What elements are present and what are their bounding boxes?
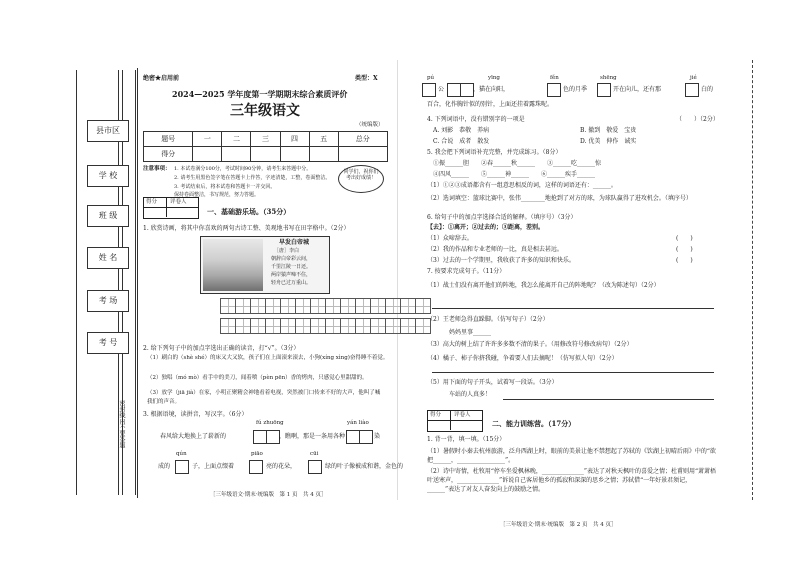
score-header-0: 题号 [144,132,193,147]
q3-box-piao[interactable] [250,460,263,474]
q7-item-2b: 妈妈里事______ [449,329,492,336]
score-cell [193,147,222,162]
q3-box-clothes[interactable] [254,430,280,444]
q2-item-3: （3）放学（jiā jià）在家，小明正聚精会神地看着电视，突然被门口传来不好的大声，他叫了喊我们的声音。 [147,390,381,406]
q7-item-5b: 车站的人真多！ [449,391,492,398]
q6-paren-1: ( ) [676,235,693,242]
score-cell [280,147,309,162]
sidebar-class: 班 级 [87,205,129,227]
sidebar-number: 考 号 [87,332,129,354]
binding-lines-3 [76,70,77,495]
score-cell [338,147,387,162]
q5-line-2: ④四风______ ⑤______神______ ⑥______疾手______ [433,171,596,178]
q4-score: （ ）（2分） [676,116,719,123]
q6-text: 6. 给句子中的加点字选择合适的解释。（填序号）（3分） [427,214,577,221]
q2-item-1: （1）刷白的（shè shé）的床又大又软，孩子们在上面滚来滚去，小狗(xíng xìng)奋得睡不着觉。 [147,355,389,361]
q3-box-paint[interactable] [347,430,373,444]
top-line-e: 白的 [701,86,714,93]
top-pinyin-5: jié [690,75,697,81]
right-edge-cutline [752,60,753,500]
q8-item-2: （2）诗中寄情，杜牧用“停车坐爱枫林晚，______________”表达了对秋天枫叶的喜爱之情；杜甫则用“萧萧梧叶送寒声，______________”诉说自己客居他乡的孤寂和深深的思乡之情；苏轼借“一年好景君须记，______”表达了对友人奋发向上的鼓励之情。 [427,468,717,493]
q3-pinyin-3: qún [176,451,187,457]
q6-item-2: （2）我的作品和专业老师的一比，真是相去甚远。 [427,246,563,253]
sidebar-name: 姓 名 [87,247,129,269]
score-cell [251,147,280,162]
q3-line-2c: 亮的花朵， [266,463,297,470]
q5-text: 5. 我会把下列词语补充完整，并完成练习。（8分） [427,149,562,156]
note-3: 3. 考试结束后，将本试卷和答题卡一并交回。 [174,184,276,190]
section2-title: 二、能力训练营。（17分） [492,419,576,428]
scorer-hdivider [143,207,198,208]
scorer2-hdivider [427,420,482,421]
q7-item-4: （4）橘子、柿子你挤我碰，争着要人们去摘呢！（仿写拟人句）（2分） [427,355,618,362]
q3-line-1c: 染 [374,433,381,440]
score-cell [309,147,338,162]
poem-painting [203,239,263,291]
binding-text: 密封线内不要答题 [118,400,125,448]
q6-paren-3: ( ) [676,257,693,264]
note-extra: 保持卷面整洁，书写规范，努力答题。 [174,192,260,198]
q6-item-3: （3）过去的一个学期里，我收获了许多的知识和快乐。 [427,257,575,264]
scorer2-score-label: 得分 [430,412,442,418]
q3-line-2b: 子，上面点缀着 [192,463,235,470]
poem-line-3: 两岸猿声啼不住， [271,272,312,278]
top-box-jie[interactable] [686,83,699,97]
top-pinyin-4: shēng [600,75,617,81]
q3-pinyin-4: piāo [251,451,263,457]
top-pinyin-3: fěn [550,75,559,81]
poem-line-2: 千里江陵一日还。 [271,264,312,270]
answer-line-3[interactable] [503,399,714,400]
q3-line-1a: 春风给大地换上了崭新的 [160,433,227,440]
score-cell [222,147,251,162]
q8-text: 1. 背一背，填一填。（15分） [427,436,506,443]
page-divider [397,60,398,500]
top-line-d: 开在向儿，还有那 [613,86,662,93]
writing-grid-row-2[interactable] [221,318,431,334]
poem-illustration [200,236,330,294]
stamp-text: 同学们，祝你们考出好成绩！ [343,169,379,181]
q4-text: 4. 下列词语中，没有错别字的一项是 [427,116,525,123]
top-line-b: ，猫在向阳， [473,86,510,93]
subject-title: 三年级语文 [230,103,300,119]
q3-pinyin-5: cūi [310,451,319,457]
score-table [143,131,388,162]
score-row-label: 得分 [144,147,193,162]
note-1: 1. 本试卷满分100分，考试时间90分钟，请考生来答题中分。 [174,166,312,172]
q5-sub-1: （1）①②③成语都含有一组意思相反的词，这样的词语还有：______。 [427,182,617,189]
q3-box-cui[interactable] [309,460,322,474]
q3-pinyin-1: fú zhuōng [256,420,284,426]
top-pinyin-2: yīng [488,75,500,81]
section1-title: 一、基础游乐场。（35分） [207,207,291,216]
q4-option-a: A. 刘影 恭敬 养病 [433,127,490,134]
q6-options: 【去】：①离开；②过去的；③距离，差别。 [427,224,545,231]
score-header-4: 四 [280,132,309,147]
writing-grid-row-1[interactable] [221,298,431,314]
q3-line-2a: 成的 [158,463,171,470]
left-footer: ［三年级语文·期末·统编版 第 1 页 共 4 页］ [210,492,327,498]
q2-text: 2. 给下列句子中的加点字选出正确的读音，打“√”。（3分） [143,345,300,352]
top-line-2: 百合，化作胸针似的别针，上面还挂着露珠呢。 [427,101,554,108]
top-line-c: 色的月季 [563,86,588,93]
score-header-5: 五 [309,132,338,147]
scorer-score-label: 得分 [146,199,158,205]
q6-paren-2: ( ) [676,246,693,253]
poem-author: ［唐］李白 [274,248,300,254]
sidebar-room: 考 场 [87,290,129,312]
notes-label: 注意事项： [143,166,171,172]
q3-box-skirt[interactable] [176,460,189,474]
q7-item-1: （1）战士们没有离开他们的阵地，我怎么能离开自己的阵地呢？（改为陈述句）（2分） [427,282,660,289]
q7-text: 7. 按要求完成句子。（11分） [427,268,506,275]
q2-item-2: （2）独唱（mó mò）看手中的美刀，闻着喷（pèn pēn）香的烤肉，只感觉心里甜甜的。 [147,375,368,381]
note-2: 2. 请考生用黑色签字笔在答题卡上作答，字迹清楚，工整，卷面整洁。 [174,175,331,181]
q6-item-1: （1）众啼辞去。 [427,235,473,242]
q3-pinyin-2: yán liào [347,420,369,426]
q7-item-5: （5）用下面的句子开头，试着写一段话。（3分） [427,379,558,386]
q7-item-3: （3）高大的树上结了许许多多数不清的果子。（用修改符号修改病句）（2分） [427,341,633,348]
scorer-grader-label: 评卷人 [170,199,187,205]
answer-line-1[interactable] [432,308,714,309]
right-footer: ［三年级语文·期末·统编版 第 2 页 共 4 页］ [500,522,617,528]
top-box-fen[interactable] [548,83,561,97]
score-header-3: 三 [251,132,280,147]
q4-option-b: B. 撤到 敬爱 宝贵 [580,127,637,134]
q1-text: 1. 欣赏诗画，将其中你喜欢的两句古诗工整、美观地书写在田字格中。（2分） [143,225,350,232]
top-box-pu[interactable] [423,83,436,97]
q4-option-d: D. 优美 伸作 诚实 [580,138,637,145]
encouragement-stamp [338,165,384,193]
q3-line-2d: 绿的叶子像被成和谐，金色的 [325,463,404,470]
q3-text: 3. 根据语境，读拼音，写汉字。（6分） [143,411,248,418]
top-pinyin-1: pú [427,75,435,81]
score-header-6: 总分 [338,132,387,147]
q8-item-1: （1）暑假时小秦去杭州旅游，泛舟西湖上时，眼前的美景让他不禁想起了苏轼的《饮湖上初晴后雨》中的“欲把______，________________”。 [427,448,716,464]
exam-title: 2024—2025 学年度第一学期期末综合素质评价 [172,89,348,99]
top-line-a: 公 [438,86,445,93]
confidential-label: 绝密★启用前 [143,75,180,82]
q5-sub-2: （2）选词填空：篮球比赛中，张伟________地抢到了对方的球，为球队赢得了进攻机会。（填序号） [427,195,692,202]
sidebar-school: 学 校 [87,165,129,187]
top-box-ying[interactable] [448,83,474,97]
type-label: 类型：X [355,75,378,82]
sidebar-county: 县市区 [87,120,129,142]
edition-label: （统编版） [356,122,384,128]
poem-line-1: 朝辞白帝彩云间， [271,256,312,262]
top-box-sheng[interactable] [598,83,611,97]
q4-option-c: C. 合说 成者 散发 [433,138,490,145]
q3-line-1b: ，瞧啊，那是一条用各种 [279,433,346,440]
q5-line-1: ①振______胆 ②春______秋______ ③______吃______惊 [433,160,602,167]
scorer2-grader-label: 评卷人 [454,412,471,418]
poem-title: 早发白帝城 [279,239,310,246]
score-header-1: 一 [193,132,222,147]
q7-item-2: （2）王老师急得直跺脚。（仿写句子）（2分） [427,316,549,323]
score-header-2: 二 [222,132,251,147]
answer-line-2[interactable] [432,372,714,373]
poem-line-4: 轻舟已过万重山。 [271,280,312,286]
